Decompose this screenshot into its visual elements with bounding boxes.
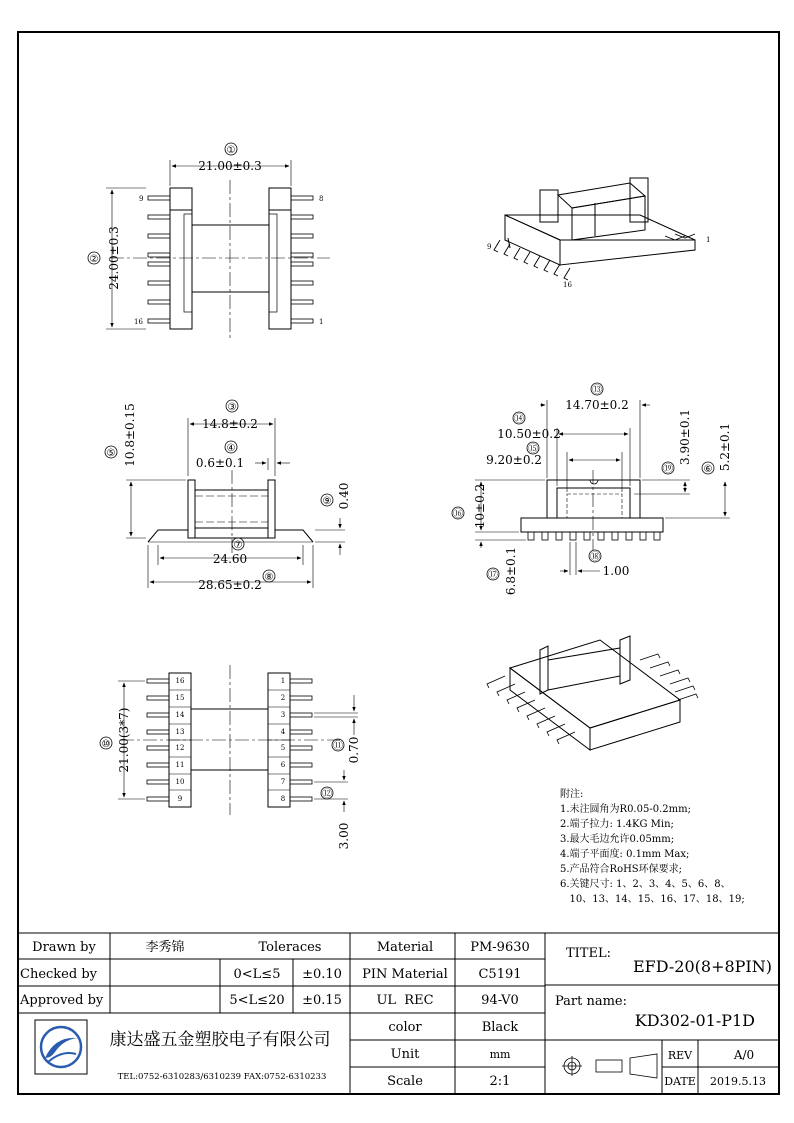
notes-title: 附注: [560, 789, 584, 800]
bottom-pin-right-7: 7 [280, 778, 286, 786]
notes-block [560, 787, 745, 905]
dimension-3: 14.8±0.2 [202, 417, 258, 431]
unit-value: mm [489, 1048, 511, 1061]
note-item: 3.最大毛边允许0.05mm; [560, 834, 675, 845]
dimension-6: 5.2±0.1 [718, 422, 732, 472]
drawn-by-label: Drawn by [32, 940, 96, 955]
dimension-19: 3.90±0.1 [678, 409, 692, 465]
unit-label: Unit [390, 1047, 420, 1062]
ul-value: 94-V0 [481, 993, 519, 1008]
callout-15: ⑮ [528, 444, 538, 455]
note-item: 5.产品符合RoHS环保要求; [560, 864, 683, 875]
bottom-pin-left-5: 12 [175, 744, 185, 752]
material-value: PM-9630 [470, 940, 530, 955]
drawn-by-value: 李秀锦 [145, 940, 185, 955]
pin-label-8: 8 [319, 195, 324, 203]
dimension-16: 10±0.2 [473, 483, 487, 529]
bottom-pin-left-1: 16 [175, 677, 185, 685]
bottom-pin-right-5: 5 [280, 744, 286, 752]
title-label: TITEL: [566, 946, 611, 961]
isometric-view-top [494, 178, 695, 280]
pin-label-9: 9 [139, 195, 144, 203]
tolerances-label: Toleraces [258, 940, 322, 955]
callout-17: ⑰ [488, 570, 498, 581]
callout-13: ⑬ [592, 385, 602, 396]
callout-1: ① [226, 145, 236, 156]
dimension-14: 10.50±0.2 [497, 427, 561, 441]
tolerance-value-1: ±0.10 [302, 967, 342, 982]
width-dimension: 21.00±0.3 [198, 159, 262, 173]
company-logo [35, 1020, 87, 1074]
note-item: 6.关键尺寸: 1、2、3、4、5、6、8、 [560, 879, 731, 890]
note-item: 2.端子拉力: 1.4KG Min; [560, 819, 674, 830]
callout-19: ⑲ [663, 464, 673, 475]
dimension-8: 28.65±0.2 [198, 578, 262, 592]
callout-2: ② [89, 254, 99, 265]
iso-pin-9: 9 [487, 243, 492, 251]
approved-by-label: Approved by [20, 993, 104, 1008]
callout-12: ⑫ [322, 789, 332, 800]
bottom-pin-right-6: 6 [280, 761, 286, 769]
bottom-view [100, 665, 358, 815]
part-name-label: Part name: [555, 994, 628, 1009]
dimension-18: 1.00 [602, 564, 630, 578]
tolerance-value-2: ±0.15 [302, 993, 342, 1008]
callout-5: ⑤ [106, 448, 116, 459]
callout-3: ③ [227, 402, 237, 413]
dimension-13: 14.70±0.2 [565, 398, 629, 412]
bottom-pin-right-2: 2 [280, 694, 286, 702]
date-label: DATE [664, 1075, 696, 1088]
company-contact: TEL:0752-6310283/6310239 FAX:0752-6310233 [117, 1072, 327, 1082]
sheet-border [18, 32, 779, 1094]
material-label: Material [376, 940, 434, 955]
projection-symbol [562, 1054, 657, 1078]
bottom-pin-right-1: 1 [280, 677, 286, 685]
bottom-pin-left-7: 10 [175, 778, 185, 786]
callout-9: ⑨ [322, 496, 332, 507]
checked-by-label: Checked by [20, 967, 97, 982]
note-item: 10、13、14、15、16、17、18、19; [560, 894, 745, 905]
callout-16: ⑯ [453, 509, 463, 520]
callout-7: ⑦ [233, 540, 243, 551]
drawing-title: EFD-20(8+8PIN) [632, 957, 772, 976]
scale-label: Scale [387, 1074, 423, 1089]
part-name-value: KD302-01-P1D [634, 1011, 755, 1030]
note-item: 4.端子平面度: 0.1mm Max; [560, 849, 690, 860]
bottom-pin-right-4: 4 [280, 728, 286, 736]
tolerance-range-1: 0<L≤5 [233, 967, 281, 982]
dimension-10: 21.00(3*7) [117, 707, 131, 773]
dimension-4: 0.6±0.1 [195, 456, 245, 470]
pin-material-label: PIN Material [362, 967, 448, 982]
dimension-5: 10.8±0.15 [123, 403, 137, 467]
date-value: 2019.5.13 [710, 1075, 766, 1088]
tolerance-range-2: 5<L≤20 [229, 993, 285, 1008]
dimension-9: 0.40 [337, 482, 351, 510]
dimension-17: 6.8±0.1 [504, 546, 518, 596]
bottom-pin-left-3: 14 [175, 711, 185, 719]
iso-pin-1: 1 [706, 236, 711, 244]
dimension-7: 24.60 [212, 552, 248, 566]
pin-label-1: 1 [319, 318, 324, 326]
callout-10: ⑩ [101, 739, 111, 750]
iso-pin-16: 16 [563, 281, 572, 289]
company-name: 康达盛五金塑胶电子有限公司 [109, 1030, 331, 1050]
isometric-view-bottom [487, 636, 698, 750]
bottom-pin-left-4: 13 [175, 728, 185, 736]
bottom-pin-right-3: 3 [280, 711, 286, 719]
callout-18: ⑱ [590, 552, 600, 563]
pin-label-16: 16 [134, 318, 143, 326]
callout-8: ⑧ [264, 572, 274, 583]
note-item: 1.未注圆角为R0.05-0.2mm; [560, 804, 691, 815]
ul-label: UL REC [376, 993, 434, 1008]
pin-material-value: C5191 [478, 967, 522, 982]
callout-11: ⑪ [333, 741, 343, 752]
rev-value: A/0 [733, 1048, 755, 1062]
dimension-12: 3.00 [337, 822, 351, 850]
callout-6: ⑥ [703, 464, 713, 475]
dimension-15: 9.20±0.2 [486, 453, 542, 467]
bottom-pin-right-8: 8 [280, 795, 286, 803]
bottom-pin-left-2: 15 [175, 694, 185, 702]
scale-value: 2:1 [489, 1074, 511, 1089]
color-label: color [388, 1020, 422, 1035]
bottom-pin-left-8: 9 [177, 795, 183, 803]
dimension-11: 0.70 [347, 736, 361, 764]
callout-4: ④ [226, 443, 236, 454]
color-value: Black [481, 1020, 519, 1035]
bottom-pin-left-6: 11 [175, 761, 185, 769]
height-dimension: 24.00±0.3 [107, 226, 121, 290]
rev-label: REV [667, 1049, 693, 1062]
callout-14: ⑭ [514, 414, 524, 425]
